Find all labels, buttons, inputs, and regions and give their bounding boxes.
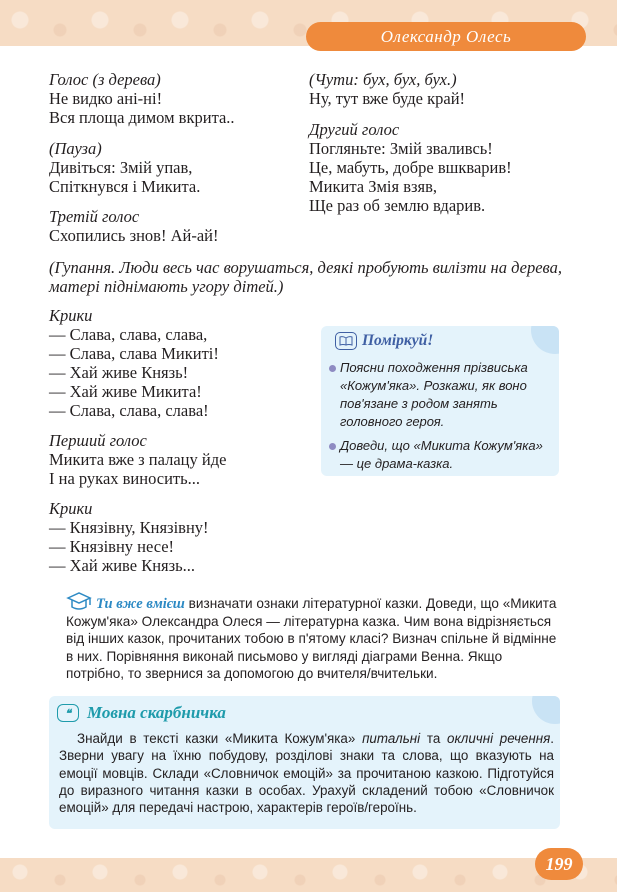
lang-text-part: . Зверни увагу на їхню побудову, розділові знаки та слова, що вказують на емоції мовців. Склади «Словничок емоцій» за прочитаною казкою. Підготуйся до виразного читання казки в особах. Урахуй складений тобою «Словничок емоцій» для передачі настрою, характерів героїв/героїнь. [59,731,554,816]
task-lead: Ти вже вмієш [96,596,185,612]
dialogue-line: Ще раз об землю вдарив. [309,196,486,215]
dialogue-block [49,306,309,420]
speaker-label: Крики [49,306,93,325]
dialogue-line: Микита Змія взяв, [309,177,438,196]
language-treasury-box [49,696,560,829]
author-header: Олександр Олесь [306,22,586,51]
speaker-label: (Пауза) [49,139,102,158]
book-icon [335,332,357,350]
dialogue-line: І на руках виносить... [49,469,201,488]
dialogue-line: — Хай живе Князь... [49,556,196,575]
think-box-title [335,332,433,350]
dialogue-line: — Слава, слава, слава! [49,401,209,420]
dialogue-line: Микита вже з палацу йде [49,450,227,469]
page-number: 199 [535,848,583,880]
dialogue-line: Дивіться: Змій упав, [49,158,193,177]
speaker-label: Другий голос [309,120,400,139]
decorative-corner [531,326,559,354]
speaker-label: Крики [49,499,93,518]
dialogue-block [49,431,309,488]
stage-direction: (Гупання. Люди весь час ворушаться, деякі пробують вилізти на дерева, матері піднімають угору дітей.) [49,258,562,296]
lang-title-text: Мовна скарбничка [87,703,226,722]
dialogue-line: — Хай живе Князь! [49,363,189,382]
dialogue-line: Не видко ані-ні! [49,89,163,108]
dialogue-block [49,139,299,196]
quote-icon: ❝ [57,704,79,722]
dialogue-line: — Слава, слава, слава, [49,325,208,344]
dialogue-line: — Хай живе Микита! [49,382,202,401]
lang-box-title [57,703,226,723]
think-list [329,359,553,476]
task-paragraph [66,595,560,682]
dialogue-line: Це, мабуть, добре вшкварив! [309,158,512,177]
left-top-column [49,70,299,256]
dialogue-block [49,70,299,127]
speaker-label: Голос (з дерева) [49,70,161,89]
right-top-column [309,70,569,226]
dialogue-line: Вся площа димом вкрита.. [49,108,235,127]
think-box [321,326,559,476]
dialogue-line: Спіткнувся і Микита. [49,177,201,196]
dialogue-line: Погляньте: Змій зваливсь! [309,139,493,158]
dialogue-block [49,207,299,245]
decorative-footer-band [0,858,617,892]
dialogue-block [309,120,569,215]
dialogue-block [49,499,309,575]
lang-text-part: Знайди в тексті казки «Микита Кожум'яка» [77,731,356,746]
dialogue-line: Ну, тут вже буде край! [309,89,466,108]
task-text: визначати ознаки літературної казки. Доведи, що «Микита Кожум'яка» Олександра Олеся — літературна казка. Чим вона відрізняється від інших казок, прочитаних тобою в п'ятому класі? Визнач спільне й відмінне в них. Порівняння виконай письмово у вигляді діаграми Венна. Якщо потрібно, то звернися за допомогою до вчителя/вчительки. [66,596,557,681]
speaker-label: Перший голос [49,431,147,450]
speaker-label: (Чути: бух, бух, бух.) [309,70,457,89]
dialogue-block [309,70,569,108]
lang-text-italic: окличні речення [447,731,551,746]
dialogue-line: — Князівну несе! [49,537,175,556]
dialogue-line: — Слава, слава Микиті! [49,344,219,363]
list-item: Поясни походження прізвиська «Кожум'яка». Розкажи, як воно пов'язане з родом занять головного героя. [329,359,553,431]
lang-box-text [59,730,554,816]
decorative-corner [532,696,560,724]
list-item: Доведи, що «Микита Кожум'яка» — це драма-казка. [329,437,553,473]
left-bottom-column [49,306,309,586]
speaker-label: Третій голос [49,207,140,226]
dialogue-line: — Князівну, Князівну! [49,518,209,537]
dialogue-line: Схопились знов! Ай-ай! [49,226,219,245]
lang-text-italic: питальні [362,731,421,746]
lang-text-part: та [426,731,441,746]
think-title-text: Поміркуй! [362,332,434,349]
